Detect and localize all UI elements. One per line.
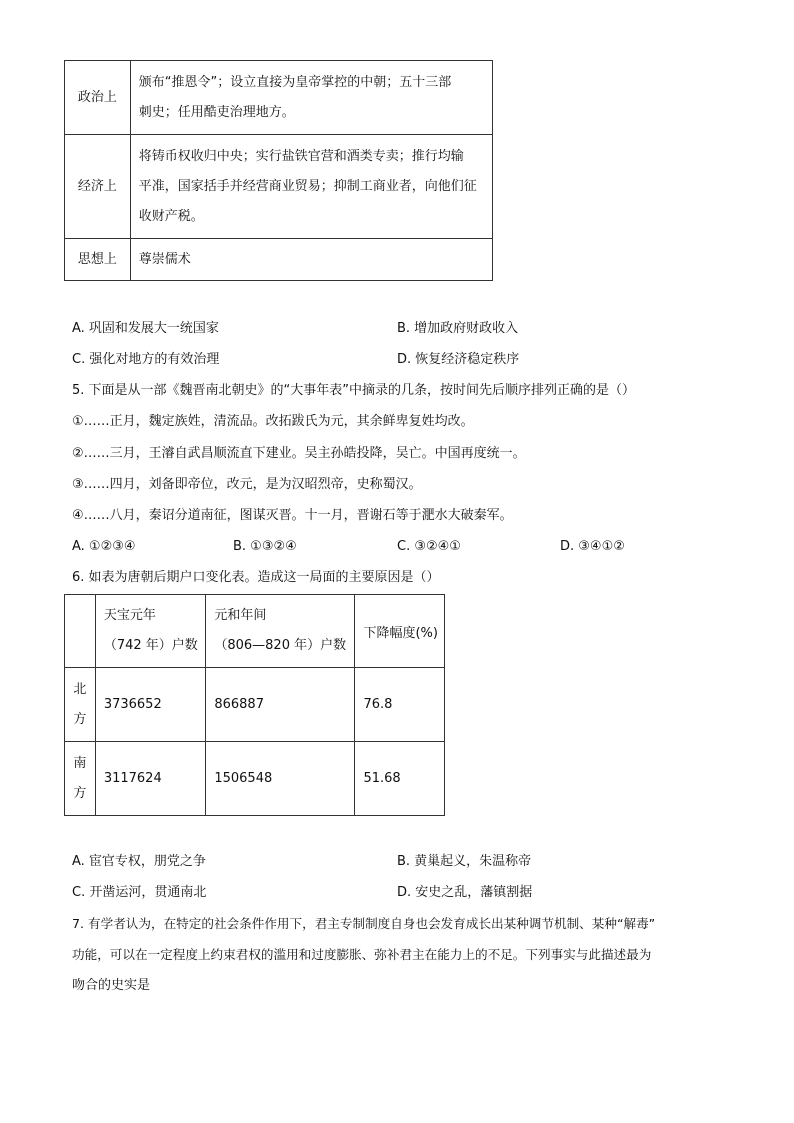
q5-option-d: D. ③④①② bbox=[560, 539, 625, 554]
header-empty bbox=[65, 595, 96, 668]
table-header-row bbox=[65, 595, 445, 668]
row-label: 政治上 bbox=[65, 61, 131, 135]
header-decline: 下降幅度(%) bbox=[355, 595, 445, 668]
q5-item-3: ③……四月，刘备即帝位，改元，是为汉昭烈帝，史称蜀汉。 bbox=[72, 477, 422, 492]
header-line: （806—820 年）户数 bbox=[214, 638, 347, 653]
table-row bbox=[65, 61, 493, 135]
header-line: 元和年间 bbox=[214, 608, 267, 623]
region-line: 南 bbox=[73, 755, 87, 771]
region-line: 方 bbox=[73, 711, 87, 727]
row-content bbox=[130, 61, 492, 135]
q6-stem: 6. 如表为唐朝后期户口变化表。造成这一局面的主要原因是（） bbox=[72, 570, 440, 585]
q5-option-c: C. ③②④① bbox=[397, 539, 461, 554]
row-label: 经济上 bbox=[65, 135, 131, 239]
q5-item-2: ②……三月，王濬自武昌顺流直下建业。吴主孙皓投降，吴亡。中国再度统一。 bbox=[72, 446, 526, 461]
household-table bbox=[64, 594, 445, 816]
q6-option-d: D. 安史之乱，藩镇割据 bbox=[397, 885, 533, 900]
cell-tianbao: 3736652 bbox=[95, 668, 206, 742]
q7-line-3: 吻合的史实是 bbox=[72, 978, 151, 993]
region-line: 北 bbox=[73, 681, 87, 697]
header-yuanhe bbox=[206, 595, 355, 668]
q4-option-a: A. 巩固和发展大一统国家 bbox=[72, 321, 219, 336]
content-line: 颁布“推恩令”；设立直接为皇帝掌控的中朝；五十三部 bbox=[138, 74, 452, 90]
region-cell bbox=[65, 742, 96, 816]
table-row bbox=[65, 668, 445, 742]
q5-stem: 5. 下面是从一部《魏晋南北朝史》的“大事年表”中摘录的几条，按时间先后顺序排列正确的是（） bbox=[72, 383, 636, 398]
cell-decline: 51.68 bbox=[355, 742, 445, 816]
q6-option-c: C. 开凿运河，贯通南北 bbox=[72, 885, 207, 900]
row-label: 思想上 bbox=[65, 239, 131, 281]
q6-option-a: A. 宦官专权，朋党之争 bbox=[72, 854, 206, 869]
content-line: 收财产税。 bbox=[138, 208, 204, 224]
row-content bbox=[130, 239, 492, 281]
table-row bbox=[65, 135, 493, 239]
content-line: 将铸币权收归中央；实行盐铁官营和酒类专卖；推行均输 bbox=[138, 148, 464, 164]
region-line: 方 bbox=[73, 785, 87, 801]
region-cell bbox=[65, 668, 96, 742]
q5-option-b: B. ①③②④ bbox=[233, 539, 297, 554]
cell-decline: 76.8 bbox=[355, 668, 445, 742]
row-content bbox=[130, 135, 492, 239]
q4-option-b: B. 增加政府财政收入 bbox=[397, 321, 519, 336]
content-line: 刺史；任用酷吏治理地方。 bbox=[138, 104, 295, 120]
q5-item-4: ④……八月，秦诏分道南征，图谋灭晋。十一月，晋谢石等于淝水大破秦军。 bbox=[72, 508, 513, 523]
q5-item-1: ①……正月，魏定族姓，清流品。改拓跋氏为元，其余鲜卑复姓均改。 bbox=[72, 414, 474, 429]
q6-option-b: B. 黄巢起义，朱温称帝 bbox=[397, 854, 532, 869]
cell-yuanhe: 1506548 bbox=[206, 742, 355, 816]
table-row bbox=[65, 239, 493, 281]
q5-option-a: A. ①②③④ bbox=[72, 539, 136, 554]
content-line: 尊崇儒术 bbox=[138, 251, 191, 267]
header-line: 天宝元年 bbox=[103, 608, 156, 623]
q7-line-1: 7. 有学者认为，在特定的社会条件作用下，君主专制制度自身也会发育成长出某种调节机制、某种“解毒” bbox=[72, 916, 656, 931]
header-tianbao bbox=[95, 595, 206, 668]
cell-yuanhe: 866887 bbox=[206, 668, 355, 742]
q4-option-c: C. 强化对地方的有效治理 bbox=[72, 352, 220, 367]
content-line: 平准，国家括手并经营商业贸易；抑制工商业者，向他们征 bbox=[138, 178, 477, 194]
cell-tianbao: 3117624 bbox=[95, 742, 206, 816]
q4-option-d: D. 恢复经济稳定秩序 bbox=[397, 352, 520, 367]
header-line: （742 年）户数 bbox=[103, 638, 198, 653]
policy-table bbox=[64, 60, 493, 281]
q7-line-2: 功能，可以在一定程度上约束君权的滥用和过度膨胀、弥补君主在能力上的不足。下列事实与此描述最为 bbox=[72, 947, 652, 962]
table-row bbox=[65, 742, 445, 816]
